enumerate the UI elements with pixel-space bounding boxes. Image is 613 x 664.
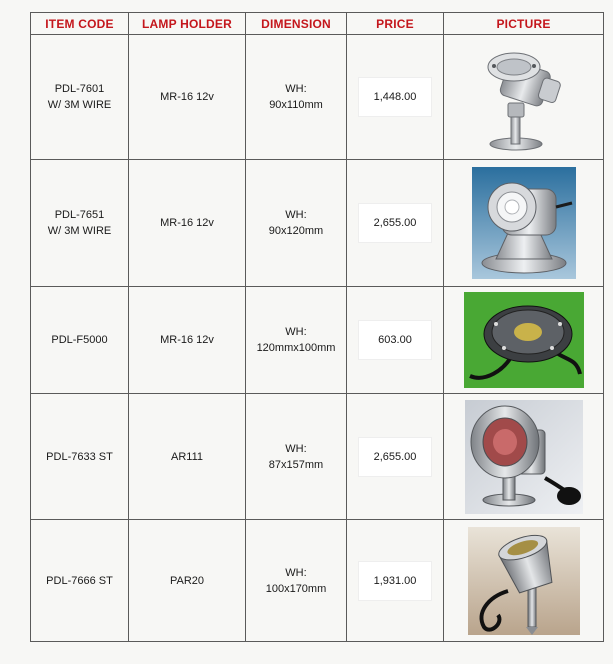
header-price: PRICE [347,13,444,35]
dimension-cell [246,394,347,520]
header-lamp-holder: LAMP HOLDER [129,13,246,35]
lamp-holder-cell: MR-16 12v [129,160,246,287]
dimension-value: 100x170mm [265,582,327,595]
picture-cell [444,287,604,394]
item-code: PDL-7666 ST [46,574,113,587]
item-code-cell [31,287,129,394]
dimension-cell [246,35,347,160]
price-cell [347,520,444,642]
price-list-table [30,12,604,642]
item-code: PDL-7601 [54,83,105,95]
table-row [31,160,604,287]
item-code-cell [31,520,129,642]
spike-spotlight-with-cable-icon [468,527,580,635]
item-code: PDL-7633 ST [46,450,113,463]
price-cell [347,35,444,160]
header-item-code: ITEM CODE [31,13,129,35]
dimension-label: WH: [285,566,307,579]
picture-cell [444,394,604,520]
spotlight-on-stand-icon [482,41,566,153]
table-row [31,287,604,394]
item-code-cell [31,35,129,160]
price-value: 2,655.00 [359,438,431,476]
price-value: 1,448.00 [359,78,431,116]
price-cell [347,160,444,287]
table-row [31,394,604,520]
dimension-label: WH: [285,442,307,455]
dimension-label: WH: [285,209,307,221]
lamp-holder-cell: MR-16 12v [129,35,246,160]
picture-cell [444,35,604,160]
price-value: 603.00 [359,321,431,359]
item-code-cell [31,160,129,287]
price-value: 1,931.00 [359,562,431,600]
flanged-spotlight-icon [465,400,583,514]
price-cell [347,394,444,520]
header-picture: PICTURE [444,13,604,35]
dimension-label: WH: [285,83,307,95]
dimension-cell [246,160,347,287]
price-value: 2,655.00 [359,204,431,242]
table-row [31,35,604,160]
header-row [31,13,604,35]
item-code-cell [31,394,129,520]
header-dimension: DIMENSION [246,13,347,35]
dimension-value: 120mmx100mm [256,342,336,354]
item-code-note: W/ 3M WIRE [47,99,112,111]
lamp-holder-cell: AR111 [129,394,246,520]
picture-cell [444,520,604,642]
price-cell [347,287,444,394]
underwater-light-with-cable-icon [464,292,584,388]
dimension-label: WH: [285,326,307,338]
dimension-value: 87x157mm [268,458,324,471]
table-row [31,520,604,642]
dimension-value: 90x110mm [269,99,323,111]
item-code: PDL-F5000 [51,334,108,346]
lamp-holder-cell: PAR20 [129,520,246,642]
item-code-note: W/ 3M WIRE [47,225,112,237]
dimension-value: 90x120mm [268,225,324,237]
lamp-holder-cell: MR-16 12v [129,287,246,394]
picture-cell [444,160,604,287]
spotlight-with-base-icon [472,167,576,279]
dimension-cell [246,520,347,642]
dimension-cell [246,287,347,394]
item-code: PDL-7651 [54,209,105,221]
